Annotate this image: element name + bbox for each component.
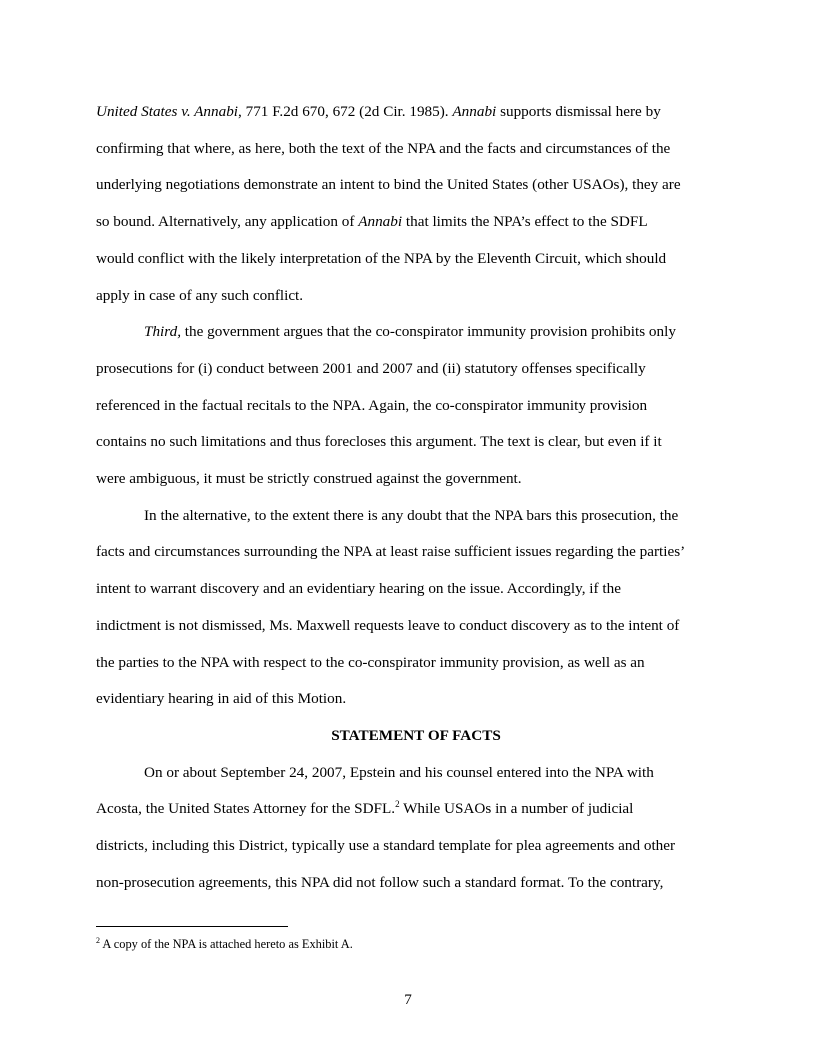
paragraph-lead: Third,	[144, 323, 181, 341]
case-name: Annabi	[358, 213, 403, 231]
paragraph-third-argument	[96, 314, 736, 498]
case-name: United States v. Annabi	[96, 103, 239, 120]
section-heading: STATEMENT OF FACTS	[331, 726, 501, 744]
paragraph-statement-of-facts	[96, 755, 736, 902]
text-line: Acosta, the United States Attorney for the SDFL.$^2$ While USAOs in a number of judicial	[96, 799, 634, 818]
paragraph-alternative	[96, 498, 736, 718]
text-line: evidentiary hearing in aid of this Motion.	[96, 690, 347, 708]
footnote	[96, 936, 736, 952]
text-line: would conflict with the likely interpretation of the NPA by the Eleventh Circuit, which should	[96, 249, 667, 267]
text-line: indictment is not dismissed, Ms. Maxwell requests leave to conduct discovery as to the intent of	[96, 616, 680, 634]
text-line: facts and circumstances surrounding the NPA at least raise sufficient issues regarding the parties’	[96, 543, 686, 561]
text-line: referenced in the factual recitals to the NPA. Again, the co-conspirator immunity provision	[96, 396, 648, 414]
text-line: apply in case of any such conflict.	[96, 286, 304, 304]
paragraph-annabi	[96, 94, 736, 314]
footnote-reference[interactable]: 2	[395, 799, 400, 810]
text-line: On or about September 24, 2007, Epstein and his counsel entered into the NPA with	[144, 763, 654, 781]
text-line: contains no such limitations and thus forecloses this argument. The text is clear, but even if it	[96, 433, 662, 451]
footnote-text: A copy of the NPA is attached hereto as Exhibit A.	[100, 937, 353, 951]
footnote-marker: 2	[96, 936, 100, 945]
text-line: were ambiguous, it must be strictly construed against the government.	[96, 470, 522, 488]
text-line: confirming that where, as here, both the text of the NPA and the facts and circumstances of the	[96, 139, 671, 157]
text-line: the parties to the NPA with respect to the co-conspirator immunity provision, as well as an	[96, 653, 645, 671]
page-number: 7	[404, 991, 412, 1008]
text-line: United States v. Annabi, 771 F.2d 670, 672 (2d Cir. 1985). Annabi supports dismissal here by	[96, 103, 661, 120]
body-text	[96, 94, 736, 901]
text-line: so bound. Alternatively, any application of Annabi that limits the NPA’s effect to the SDFL	[96, 213, 648, 231]
text-line: underlying negotiations demonstrate an intent to bind the United States (other USAOs), they are	[96, 176, 681, 194]
text-line: intent to warrant discovery and an evidentiary hearing on the issue. Accordingly, if the	[96, 580, 621, 598]
text-line: In the alternative, to the extent there is any doubt that the NPA bars this prosecution, the	[144, 506, 679, 524]
text-line: Third, the government argues that the co-conspirator immunity provision prohibits only	[144, 323, 676, 341]
text-line: districts, including this District, typically use a standard template for plea agreements and other	[96, 837, 676, 855]
text-line: prosecutions for (i) conduct between 2001 and 2007 and (ii) statutory offenses specifically	[96, 359, 646, 377]
case-name: Annabi	[452, 103, 497, 120]
footnote-divider	[96, 926, 288, 927]
text-line: non-prosecution agreements, this NPA did not follow such a standard format. To the contrary,	[96, 873, 664, 891]
